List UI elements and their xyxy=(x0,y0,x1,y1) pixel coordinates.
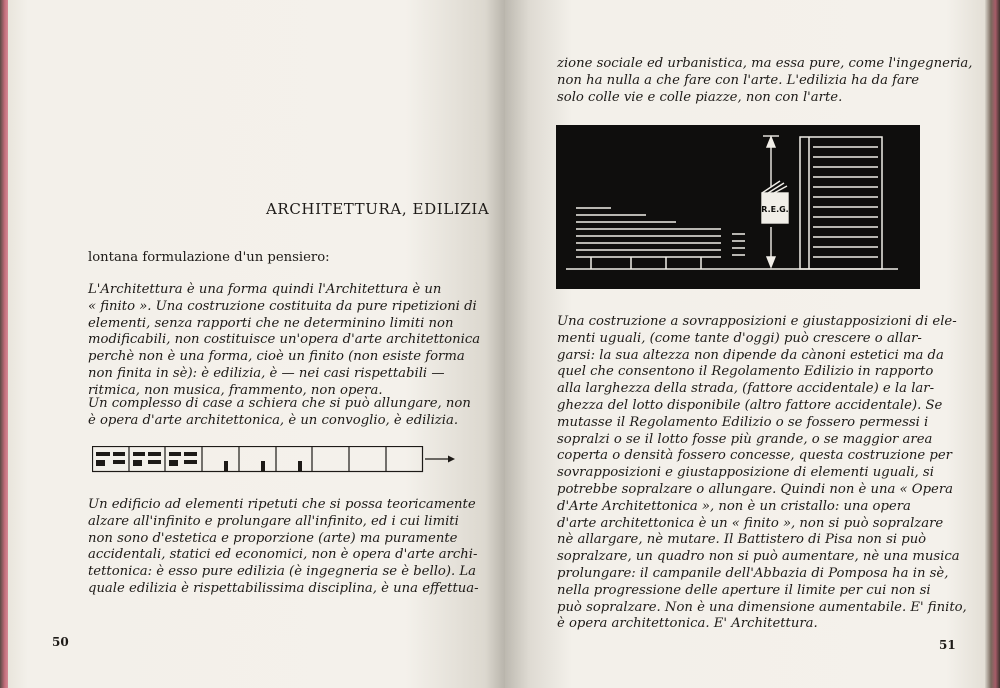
text-line: ghezza del lotto disponibile (altro fattore accidentale). Se xyxy=(557,397,943,413)
intro-line: lontana formulazione d'un pensiero: xyxy=(88,250,330,265)
text-line: perchè non è una forma, cioè un finito (non esiste forma xyxy=(88,349,465,365)
text-line: modificabili, non costituisce un'opera d'arte architettonica xyxy=(88,332,481,348)
text-line: mutasse il Regolamento Edilizio o se fossero permessi i xyxy=(557,414,929,430)
book-label: R.E.G. xyxy=(761,205,789,214)
text-line: menti uguali, (come tante d'oggi) può crescere o allar- xyxy=(557,330,922,346)
text-line: d'arte architettonica è un « finito », non si può sopralzare xyxy=(557,515,944,531)
row-houses-illustration xyxy=(92,446,457,476)
text-line: è opera d'arte architettonica, è un convoglio, è edilizia. xyxy=(88,412,459,428)
text-line: sopralzare, un quadro non si può aumentare, nè una musica xyxy=(557,549,960,565)
text-line: non ha nulla a che fare con l'arte. L'edilizia ha da fare xyxy=(557,72,920,88)
text-line: nella progressione delle aperture il limite per cui non si xyxy=(557,582,931,598)
text-line: tettonica: è esso pure edilizia (è ingegneria se è bello). La xyxy=(88,564,477,580)
text-line: accidentali, statici ed economici, non è opera d'arte archi- xyxy=(88,547,478,563)
left-paragraph-2 xyxy=(88,396,471,430)
page-number-right: 51 xyxy=(939,638,956,652)
page-number-left: 50 xyxy=(52,635,69,649)
text-line: alla larghezza della strada, (fattore accidentale) e la lar- xyxy=(557,381,935,397)
right-paragraph-1 xyxy=(557,56,972,106)
text-line: Un edificio ad elementi ripetuti che si possa teoricamente xyxy=(88,497,476,512)
text-line: quel che consentono il Regolamento Edilizio in rapporto xyxy=(557,364,934,380)
text-line: quale edilizia è rispettabilissima disciplina, è una effettua- xyxy=(88,580,479,596)
text-line: L'Architettura è una forma quindi l'Architettura è un xyxy=(88,282,442,297)
text-line: alzare all'infinito e prolungare all'infinito, ed i cui limiti xyxy=(88,513,459,529)
book-cover-edge-left xyxy=(0,0,8,688)
text-line: zione sociale ed urbanistica, ma essa pure, come l'ingegneria, xyxy=(557,56,973,71)
book-cover-edge-right xyxy=(985,0,1000,688)
text-line: garsi: la sua altezza non dipende da cànoni estetici ma da xyxy=(557,347,944,363)
text-line: Un complesso di case a schiera che si può allungare, non xyxy=(88,396,471,411)
text-line: Una costruzione a sovrapposizioni e giustapposizioni di ele- xyxy=(557,314,957,329)
text-line: elementi, senza rapporti che ne determinino limiti non xyxy=(88,315,454,331)
text-line: nè allargare, nè mutare. Il Battistero di Pisa non si può xyxy=(557,532,927,548)
building-regulation-illustration xyxy=(556,125,920,289)
text-line: ritmica, non musica, frammento, non opera. xyxy=(88,382,383,398)
text-line: sovrapposizioni e giustapposizione di elementi uguali, si xyxy=(557,465,934,481)
text-line: d'Arte Architettonica », non è un cristallo: una opera xyxy=(557,498,911,514)
text-line: coperta o densità fossero concesse, questa costruzione per xyxy=(557,448,952,464)
right-paragraph-2 xyxy=(557,314,967,633)
text-line: può sopralzare. Non è una dimensione aumentabile. E' finito, xyxy=(557,599,967,615)
text-line: prolungare: il campanile dell'Abbazia di Pomposa ha in sè, xyxy=(557,565,949,581)
text-line: potrebbe sopralzare o allungare. Quindi non è una « Opera xyxy=(557,481,954,497)
text-line: non sono d'estetica e proporzione (arte) ma puramente xyxy=(88,530,458,546)
text-line: solo colle vie e colle piazze, non con l'arte. xyxy=(557,89,843,105)
text-line: non finita in sè): è edilizia, è — nei casi rispettabili — xyxy=(88,365,445,381)
text-line: è opera architettonica. E' Architettura. xyxy=(557,616,818,632)
left-paragraph-1 xyxy=(88,282,480,400)
text-line: « finito ». Una costruzione costituita da pure ripetizioni di xyxy=(88,298,477,314)
chapter-heading: ARCHITETTURA, EDILIZIA xyxy=(266,200,490,218)
left-paragraph-3 xyxy=(88,497,479,598)
text-line: sopralzi o se il lotto fosse più grande, o se maggior area xyxy=(557,431,933,447)
